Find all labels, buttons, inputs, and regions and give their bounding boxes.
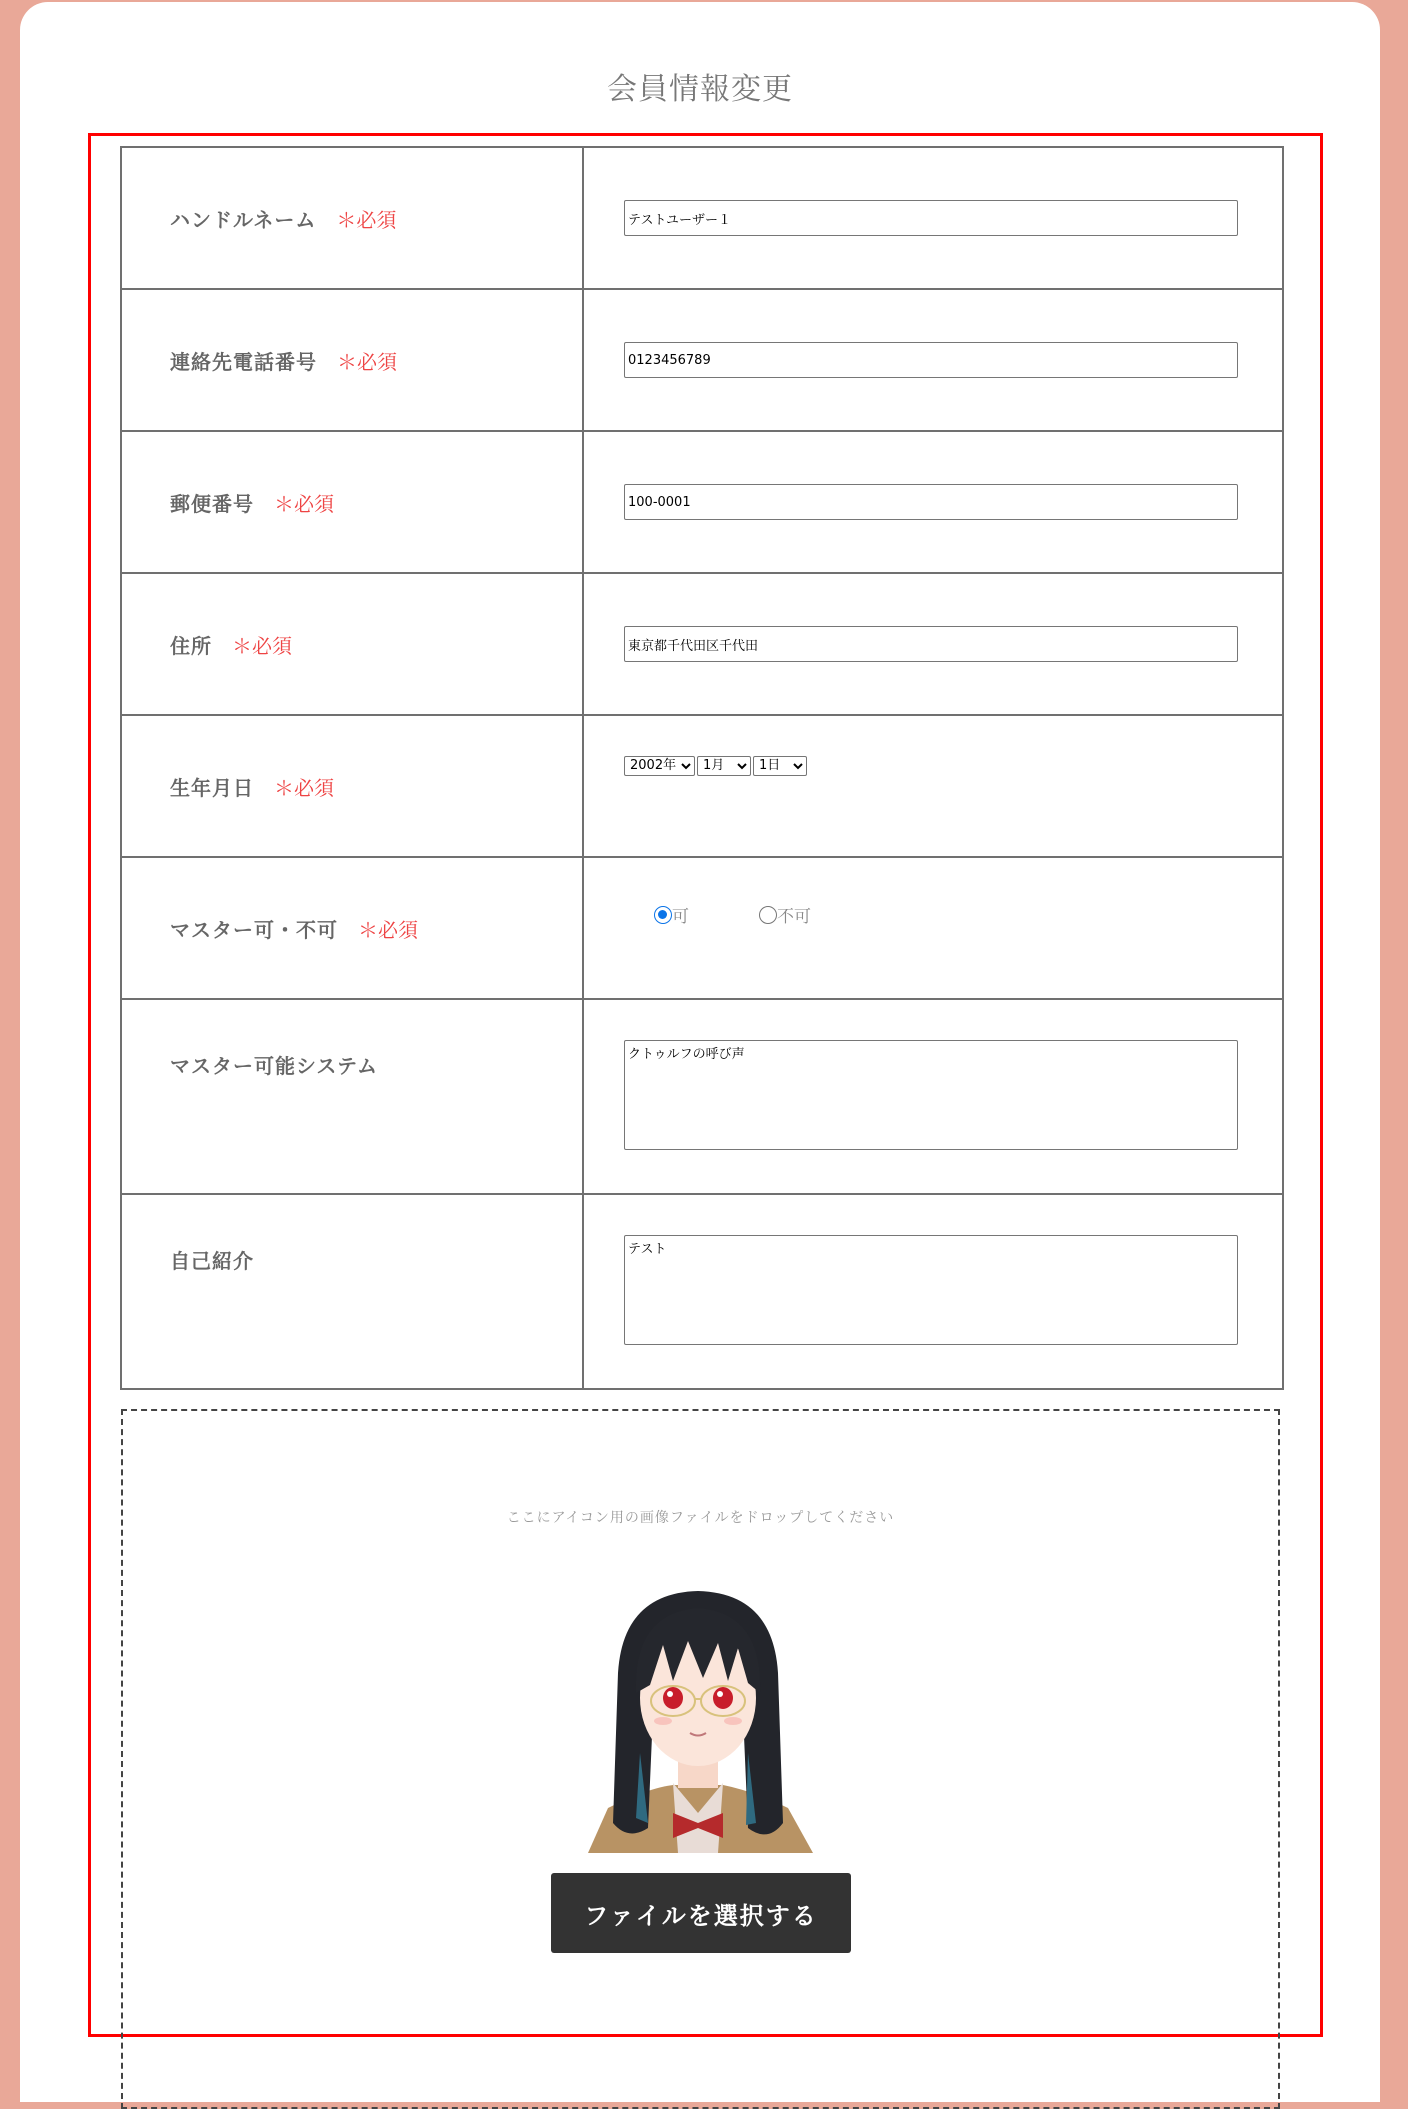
form-row-birthday bbox=[121, 715, 1283, 857]
birthday-label: 生年月日 bbox=[170, 775, 254, 800]
dropzone-hint: ここにアイコン用の画像ファイルをドロップしてください bbox=[506, 1510, 895, 1526]
label-cell bbox=[121, 431, 583, 573]
handle-name-label: ハンドルネーム bbox=[170, 207, 317, 232]
required-mark: ＊必須 bbox=[232, 633, 292, 658]
birth-year-select[interactable] bbox=[624, 756, 695, 776]
value-cell bbox=[583, 1194, 1283, 1389]
label-cell bbox=[121, 999, 583, 1194]
phone-label: 連絡先電話番号 bbox=[170, 349, 317, 374]
icon-dropzone[interactable] bbox=[121, 1409, 1280, 2109]
label-cell bbox=[121, 715, 583, 857]
label-cell bbox=[121, 573, 583, 715]
form-row-handle-name bbox=[121, 147, 1283, 289]
required-mark: ＊必須 bbox=[274, 775, 334, 800]
radio-unchecked-icon[interactable] bbox=[759, 906, 777, 924]
member-form-table bbox=[120, 146, 1284, 1390]
value-cell bbox=[583, 147, 1283, 289]
label-cell bbox=[121, 857, 583, 999]
required-mark: ＊必須 bbox=[274, 491, 334, 516]
avatar-image bbox=[578, 1573, 818, 1853]
label-cell bbox=[121, 147, 583, 289]
birth-day-select[interactable] bbox=[753, 756, 807, 776]
value-cell bbox=[583, 573, 1283, 715]
label-cell bbox=[121, 1194, 583, 1389]
self-intro-label: 自己紹介 bbox=[170, 1249, 254, 1273]
avatar-illustration-icon bbox=[578, 1573, 818, 1853]
radio-label: 不可 bbox=[777, 907, 811, 927]
handle-name-input[interactable] bbox=[624, 200, 1238, 236]
address-label: 住所 bbox=[170, 633, 212, 658]
required-mark: ＊必須 bbox=[336, 207, 397, 232]
select-file-button[interactable]: ファイルを選択する bbox=[551, 1873, 851, 1953]
value-cell bbox=[583, 999, 1283, 1194]
master-label: マスター可・不可 bbox=[170, 917, 338, 942]
form-row-self-intro bbox=[121, 1194, 1283, 1389]
master-systems-label: マスター可能システム bbox=[170, 1054, 378, 1078]
master-radio-group bbox=[624, 902, 1242, 927]
value-cell bbox=[583, 715, 1283, 857]
page-title: 会員情報変更 bbox=[607, 72, 793, 107]
value-cell bbox=[583, 289, 1283, 431]
form-row-master-systems bbox=[121, 999, 1283, 1194]
radio-label: 可 bbox=[672, 907, 689, 927]
required-mark: ＊必須 bbox=[337, 349, 397, 374]
label-cell bbox=[121, 289, 583, 431]
form-row-postal-code bbox=[121, 431, 1283, 573]
phone-input[interactable] bbox=[624, 342, 1238, 378]
master-systems-textarea[interactable] bbox=[624, 1040, 1238, 1150]
form-row-address bbox=[121, 573, 1283, 715]
address-input[interactable] bbox=[624, 626, 1238, 662]
form-row-phone bbox=[121, 289, 1283, 431]
postal-code-label: 郵便番号 bbox=[170, 491, 254, 516]
value-cell bbox=[583, 857, 1283, 999]
value-cell bbox=[583, 431, 1283, 573]
postal-code-input[interactable] bbox=[624, 484, 1238, 520]
master-option-yes[interactable] bbox=[654, 902, 689, 927]
self-intro-textarea[interactable] bbox=[624, 1235, 1238, 1345]
master-option-no[interactable] bbox=[759, 902, 811, 927]
form-row-master bbox=[121, 857, 1283, 999]
birth-month-select[interactable] bbox=[697, 756, 751, 776]
required-mark: ＊必須 bbox=[358, 917, 418, 942]
radio-checked-icon[interactable] bbox=[654, 906, 672, 924]
